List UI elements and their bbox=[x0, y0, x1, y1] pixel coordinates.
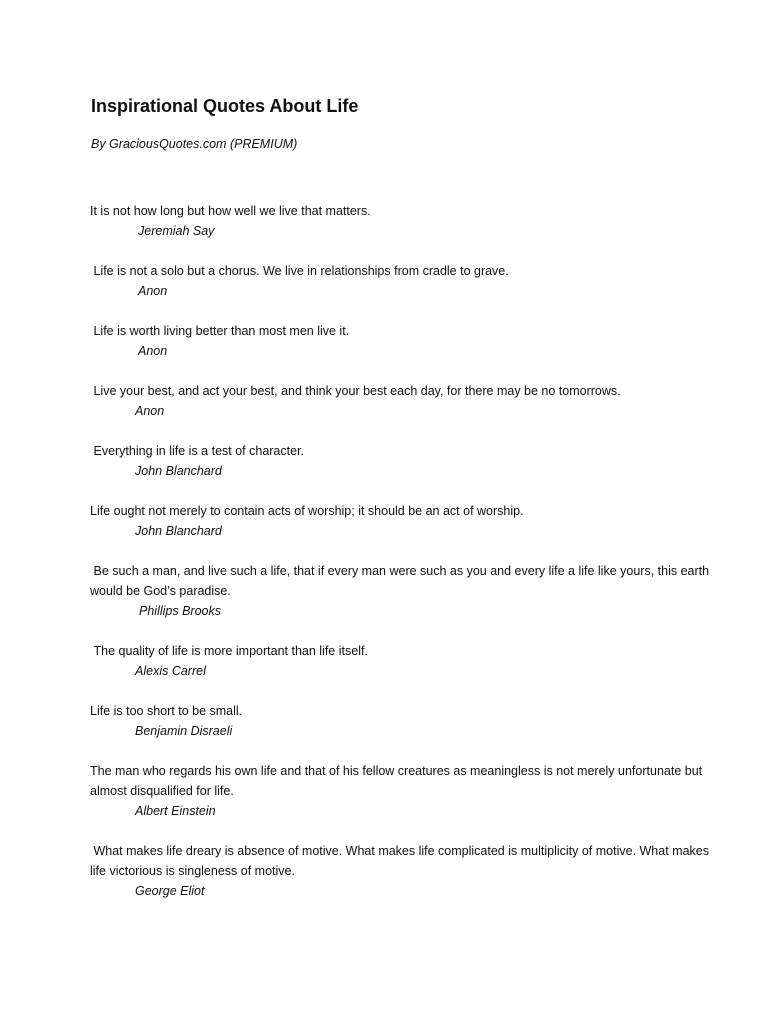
quote-text: The quality of life is more important than life itself. bbox=[90, 644, 368, 658]
document-title: Inspirational Quotes About Life bbox=[91, 96, 359, 116]
quote-item bbox=[90, 701, 710, 741]
quote-text: Life is worth living better than most men live it. bbox=[90, 324, 350, 338]
quote-item bbox=[90, 321, 710, 361]
quote-item bbox=[90, 381, 710, 421]
quote-item bbox=[90, 441, 710, 481]
quote-author: John Blanchard bbox=[135, 524, 222, 538]
quote-text: It is not how long but how well we live that matters. bbox=[90, 204, 371, 218]
quote-text: What makes life dreary is absence of motive. What makes life complicated is multiplicity of motive. What makes life victorious is singleness of motive. bbox=[90, 844, 713, 878]
quote-text: Life is not a solo but a chorus. We live in relationships from cradle to grave. bbox=[90, 264, 509, 278]
quote-author: Anon bbox=[135, 404, 165, 418]
document-byline: By GraciousQuotes.com (PREMIUM) bbox=[91, 137, 298, 151]
quote-list bbox=[90, 201, 713, 921]
quote-item bbox=[90, 261, 710, 301]
quote-text: Life is too short to be small. bbox=[90, 704, 243, 718]
quote-author: George Eliot bbox=[135, 884, 205, 898]
quote-text: Everything in life is a test of character. bbox=[90, 444, 305, 458]
quote-author: Anon bbox=[138, 284, 168, 298]
quote-text: The man who regards his own life and that of his fellow creatures as meaningless is not merely unfortunate but almost disqualified for life. bbox=[90, 764, 706, 798]
quote-text: Be such a man, and live such a life, that if every man were such as you and every life a life like yours, this earth would be God’s paradise. bbox=[90, 564, 713, 598]
quote-author: Jeremiah Say bbox=[138, 224, 215, 238]
quote-text: Life ought not merely to contain acts of worship; it should be an act of worship. bbox=[90, 504, 524, 518]
quote-author: John Blanchard bbox=[135, 464, 222, 478]
quote-item bbox=[90, 201, 710, 241]
quote-text: Live your best, and act your best, and think your best each day, for there may be no tomorrows. bbox=[90, 384, 621, 398]
quote-item bbox=[90, 501, 710, 541]
quote-item bbox=[90, 561, 713, 621]
quote-author: Anon bbox=[138, 344, 168, 358]
quote-author: Benjamin Disraeli bbox=[135, 724, 233, 738]
quote-author: Phillips Brooks bbox=[139, 604, 221, 618]
quote-item bbox=[90, 841, 713, 901]
quote-item bbox=[90, 761, 710, 821]
quote-author: Alexis Carrel bbox=[135, 664, 206, 678]
quote-item bbox=[90, 641, 710, 681]
quote-author: Albert Einstein bbox=[135, 804, 216, 818]
